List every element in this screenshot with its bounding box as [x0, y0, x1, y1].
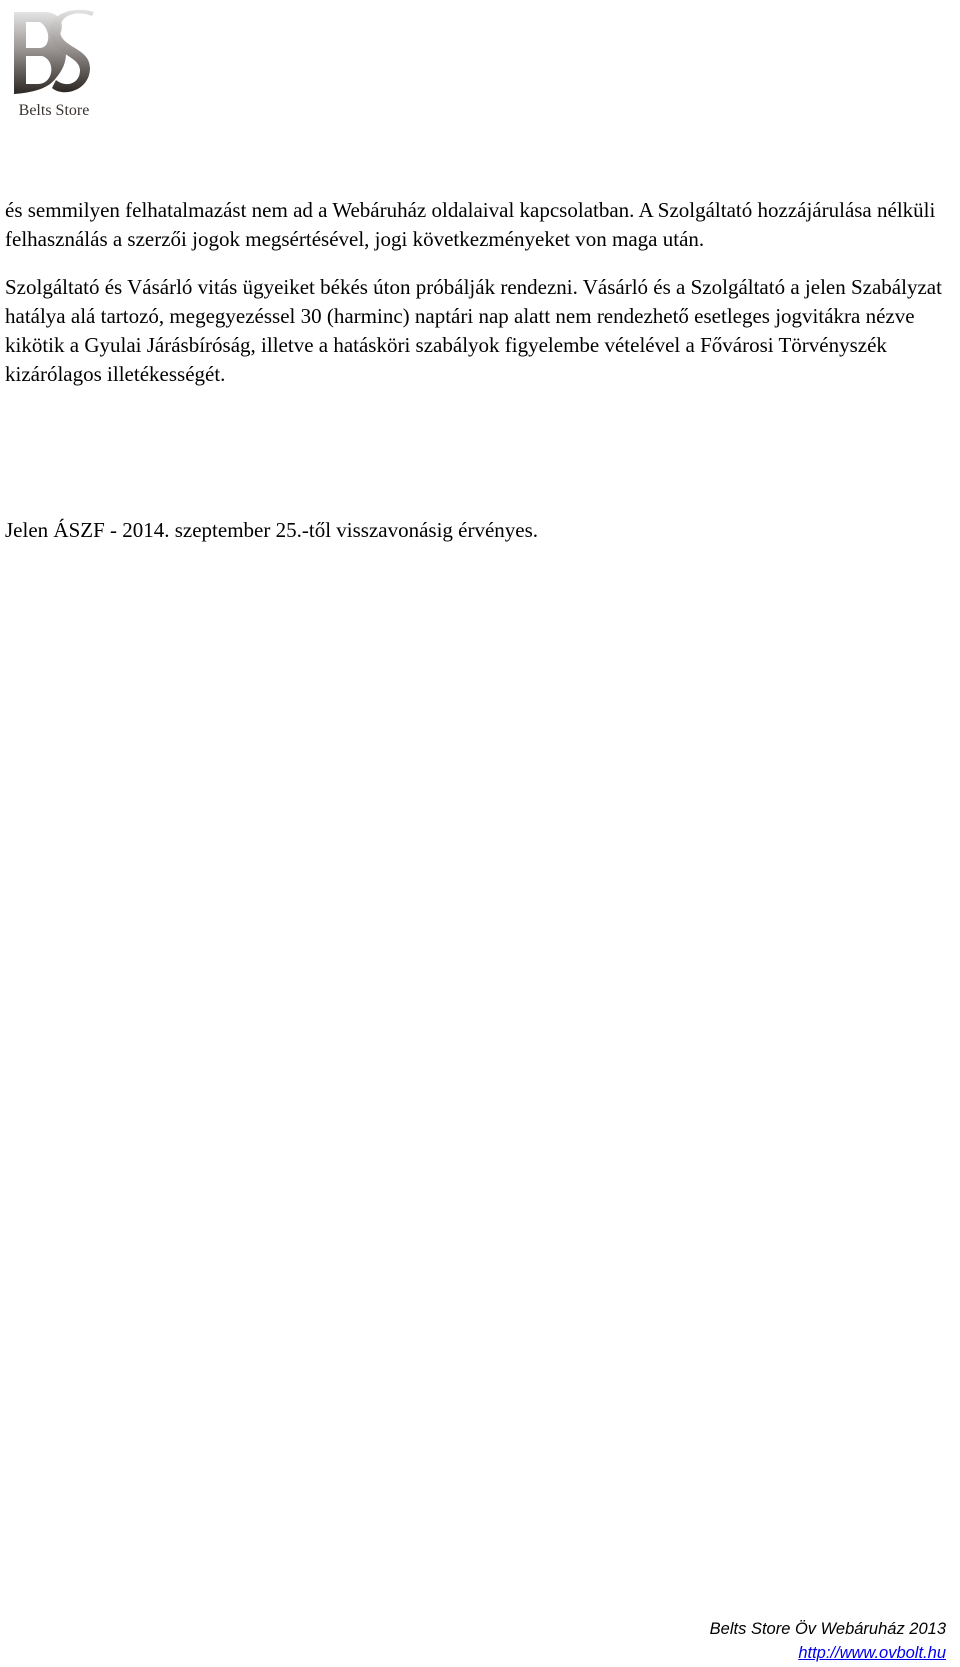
- validity-statement: Jelen ÁSZF - 2014. szeptember 25.-től visszavonásig érvényes.: [5, 518, 539, 542]
- footer-title: Belts Store Öv Webáruház 2013: [709, 1620, 946, 1638]
- page-footer: [710, 1617, 946, 1665]
- paragraph-disputes: Szolgáltató és Vásárló vitás ügyeiket békés úton próbálják rendezni. Vásárló és a Szolgáltató a jelen Szabályzat hatálya alá tartozó, megegyezéssel 30 (harminc) naptári nap alatt nem rendezhető esetleges jogvitákra nézve kikötik a Gyulai Járásbíróság, illetve a hatásköri szabályok figyelembe vételével a Fővárosi Törvényszék kizárólagos illetékességét.: [5, 275, 942, 386]
- belts-store-logo: [8, 8, 100, 126]
- paragraph-copyright: és semmilyen felhatalmazást nem ad a Webáruház oldalaival kapcsolatban. A Szolgáltató hozzájárulása nélküli felhasználás a szerzői jogok megsértésével, jogi következményeket von maga után.: [5, 198, 936, 251]
- logo-text: Belts Store: [18, 102, 90, 119]
- footer-website-link[interactable]: http://www.ovbolt.hu: [798, 1644, 946, 1662]
- logo-icon: [8, 8, 100, 126]
- document-body: [5, 196, 950, 389]
